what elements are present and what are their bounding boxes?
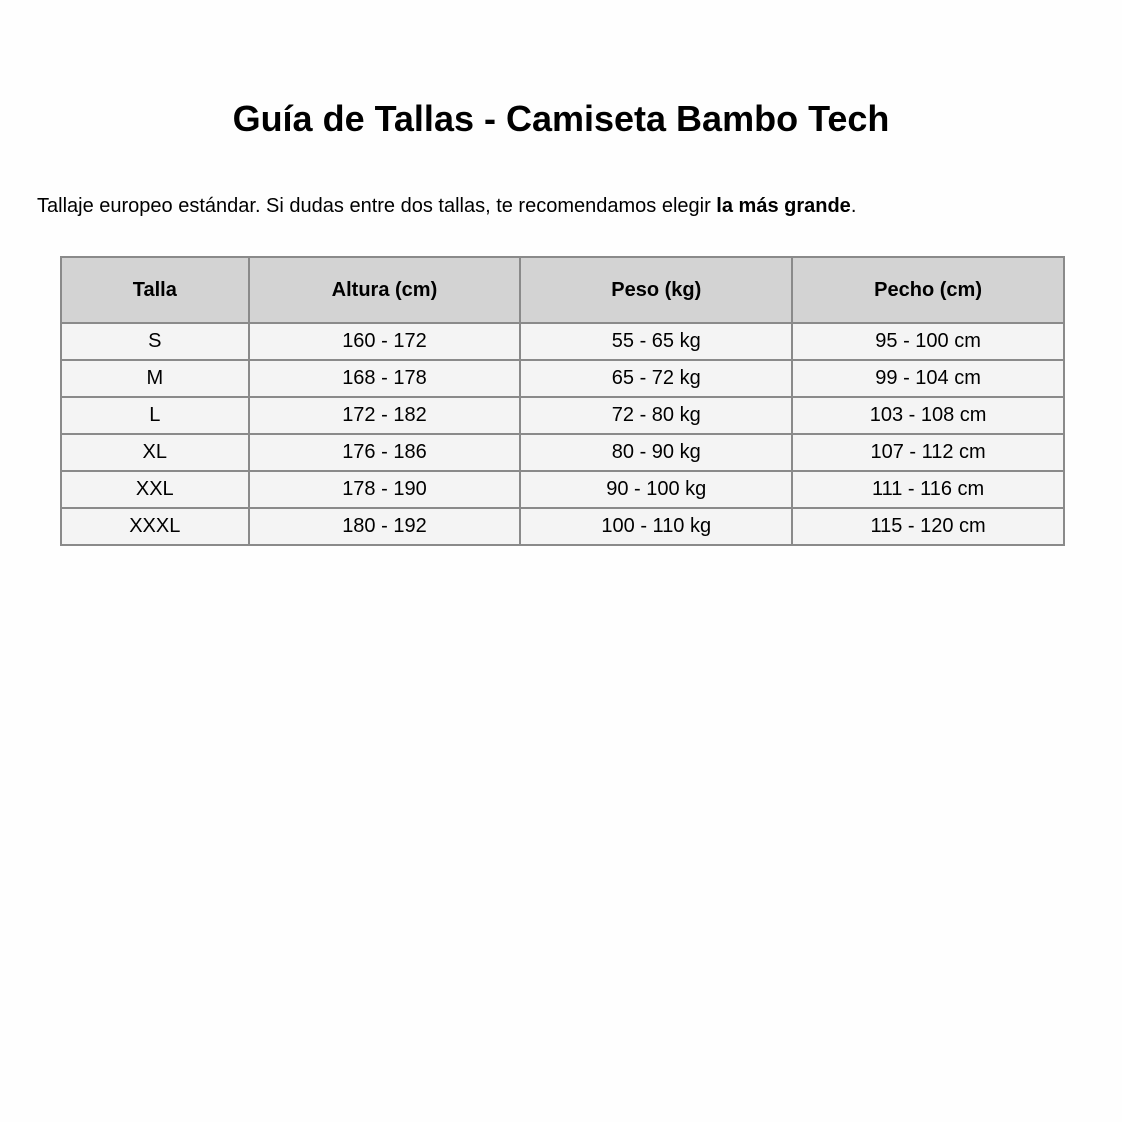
intro-emphasis: la más grande — [716, 195, 851, 217]
cell-altura: 172 - 182 — [249, 397, 521, 434]
cell-altura: 176 - 186 — [249, 434, 521, 471]
table-row — [61, 471, 1064, 508]
header-talla: Talla — [61, 257, 249, 323]
cell-talla: XXL — [61, 471, 249, 508]
cell-altura: 168 - 178 — [249, 360, 521, 397]
size-table — [60, 256, 1065, 546]
header-peso: Peso (kg) — [520, 257, 792, 323]
table-row — [61, 434, 1064, 471]
cell-altura: 180 - 192 — [249, 508, 521, 545]
intro-paragraph — [37, 193, 856, 219]
intro-end: . — [850, 195, 857, 217]
page-title: Guía de Tallas - Camiseta Bambo Tech — [232, 98, 890, 139]
cell-pecho: 99 - 104 cm — [792, 360, 1064, 397]
cell-peso: 65 - 72 kg — [520, 360, 792, 397]
cell-talla: XXXL — [61, 508, 249, 545]
table-row — [61, 508, 1064, 545]
cell-peso: 72 - 80 kg — [520, 397, 792, 434]
table-row — [61, 323, 1064, 360]
intro-text: Tallaje europeo estándar. Si dudas entre dos tallas, te recomendamos elegir — [37, 195, 717, 217]
cell-pecho: 103 - 108 cm — [792, 397, 1064, 434]
cell-altura: 160 - 172 — [249, 323, 521, 360]
cell-pecho: 111 - 116 cm — [792, 471, 1064, 508]
table-header-row — [61, 257, 1064, 323]
cell-pecho: 115 - 120 cm — [792, 508, 1064, 545]
cell-peso: 55 - 65 kg — [520, 323, 792, 360]
cell-talla: M — [61, 360, 249, 397]
header-altura: Altura (cm) — [249, 257, 521, 323]
header-pecho: Pecho (cm) — [792, 257, 1064, 323]
cell-peso: 80 - 90 kg — [520, 434, 792, 471]
cell-talla: S — [61, 323, 249, 360]
cell-peso: 90 - 100 kg — [520, 471, 792, 508]
table-row — [61, 397, 1064, 434]
table-row — [61, 360, 1064, 397]
cell-pecho: 107 - 112 cm — [792, 434, 1064, 471]
cell-talla: L — [61, 397, 249, 434]
cell-peso: 100 - 110 kg — [520, 508, 792, 545]
cell-talla: XL — [61, 434, 249, 471]
cell-pecho: 95 - 100 cm — [792, 323, 1064, 360]
cell-altura: 178 - 190 — [249, 471, 521, 508]
